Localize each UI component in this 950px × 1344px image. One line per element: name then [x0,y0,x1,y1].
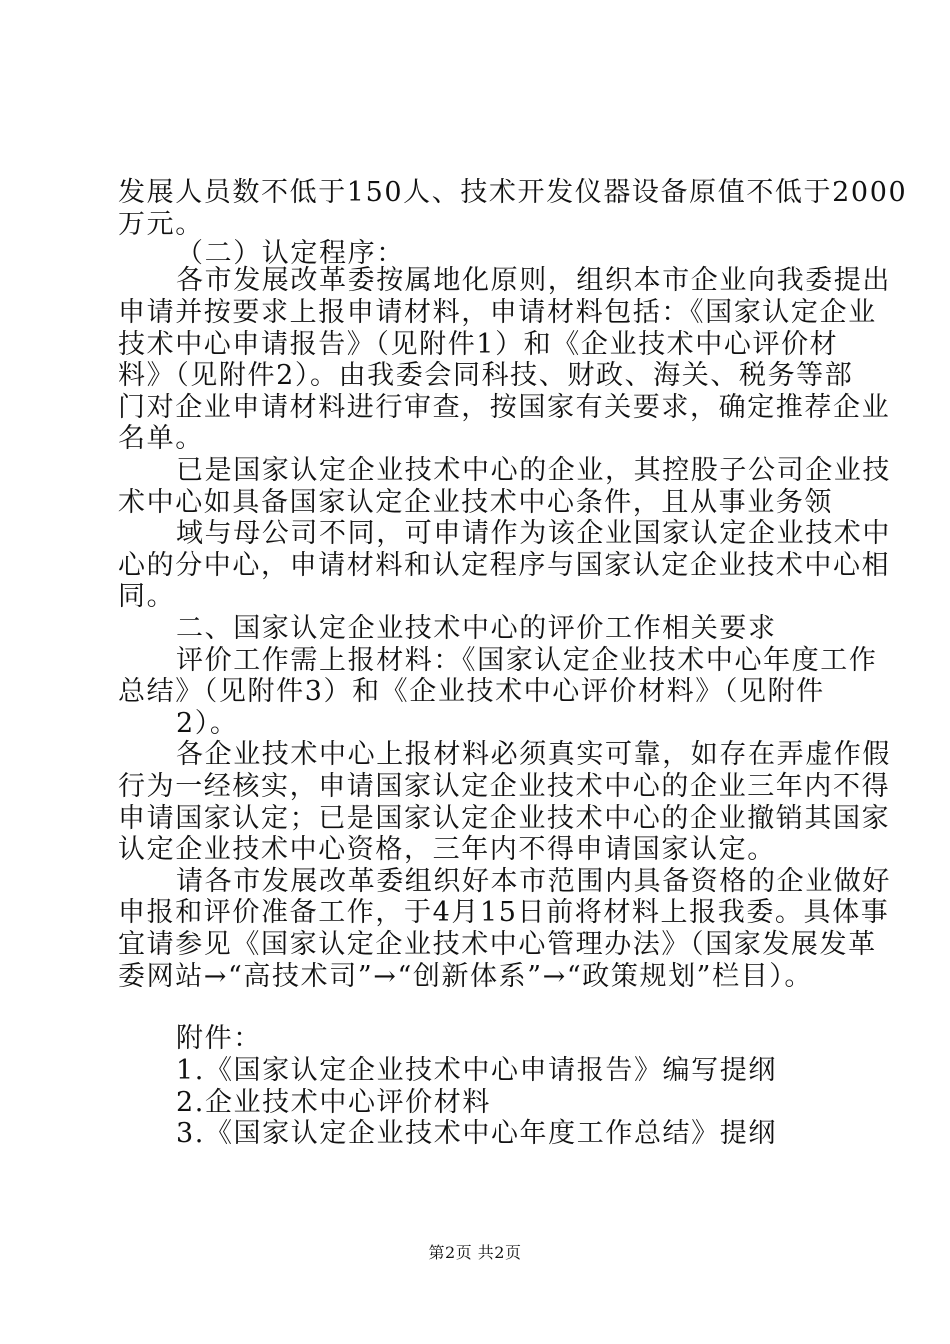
attachment-item: 1.《国家认定企业技术中心申请报告》编写提纲 [176,1055,777,1086]
attachment-item: 3.《国家认定企业技术中心年度工作总结》提纲 [176,1118,777,1149]
body-line: 心的分中心，申请材料和认定程序与国家认定企业技术中心相 [118,550,891,581]
body-line: 认定企业技术中心资格，三年内不得申请国家认定。 [118,834,776,865]
body-line: 宜请参见《国家认定企业技术中心管理办法》（国家发展发革 [118,929,877,960]
attachment-item: 2.企业技术中心评价材料 [176,1087,491,1118]
body-line: 门对企业申请材料进行审查，按国家有关要求，确定推荐企业 [118,392,891,423]
body-line: 总结》（见附件3）和《企业技术中心评价材料》（见附件 [118,676,825,707]
body-line: 料》（见附件2）。由我委会同科技、财政、海关、税务等部 [118,360,854,391]
body-line: 各企业技术中心上报材料必须真实可靠，如存在弄虚作假 [176,739,891,770]
body-line: 请各市发展改革委组织好本市范围内具备资格的企业做好 [176,866,891,897]
body-line: 域与母公司不同，可申请作为该企业国家认定企业技术中 [176,518,891,549]
body-line: 技术中心申请报告》（见附件1）和《企业技术中心评价材 [118,329,839,360]
body-line: 万元。 [118,209,204,240]
body-line: 申请国家认定；已是国家认定企业技术中心的企业撤销其国家 [118,803,891,834]
body-line: 术中心如具备国家认定企业技术中心条件，且从事业务领 [118,487,833,518]
section-heading: （二）认定程序： [176,238,405,269]
body-line: 发展人员数不低于150人、技术开发仪器设备原值不低于2000 [118,177,908,208]
body-line: 同。 [118,581,176,612]
body-line: 申请并按要求上报申请材料，申请材料包括：《国家认定企业 [118,297,877,328]
body-line: 各市发展改革委按属地化原则，组织本市企业向我委提出 [176,265,891,296]
body-line: 名单。 [118,423,204,454]
section-heading: 二、国家认定企业技术中心的评价工作相关要求 [176,613,777,644]
body-line: 委网站→“高技术司”→“创新体系”→“政策规划”栏目）。 [118,961,813,992]
body-line: 评价工作需上报材料：《国家认定企业技术中心年度工作 [176,645,878,676]
body-line: 2）。 [176,708,239,739]
body-line: 行为一经核实，申请国家认定企业技术中心的企业三年内不得 [118,771,891,802]
body-line: 申报和评价准备工作，于4月15日前将材料上报我委。具体事 [118,897,890,928]
body-line: 已是国家认定企业技术中心的企业，其控股子公司企业技 [176,455,891,486]
page-number-footer: 第2页 共2页 [428,1243,522,1262]
attachments-heading: 附件： [176,1023,262,1054]
